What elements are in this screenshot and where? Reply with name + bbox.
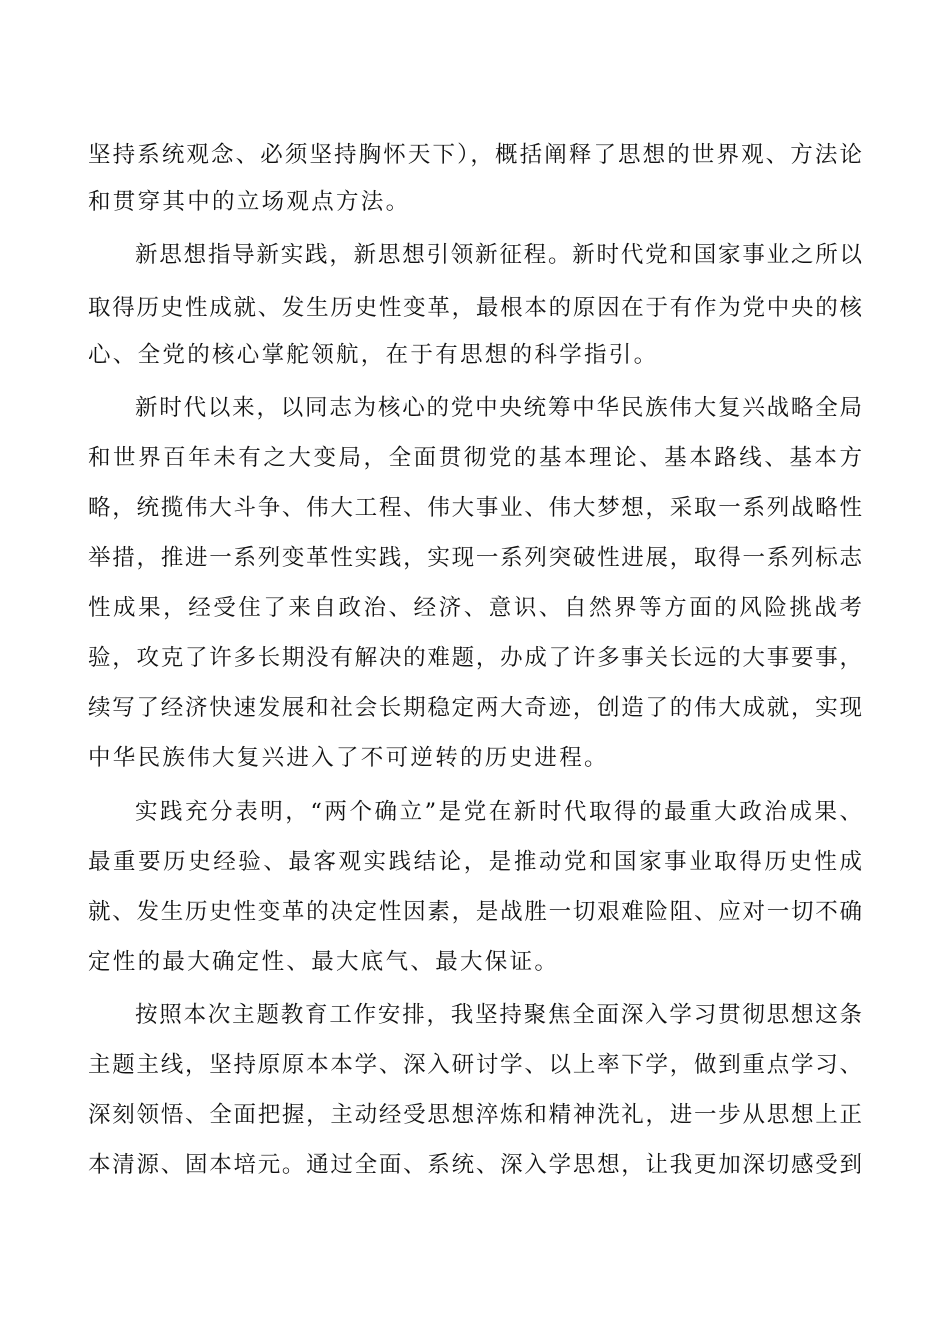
text-line: 和贯穿其中的立场观点方法。: [88, 189, 411, 215]
text-line: 取得历史性成就、发生历史性变革，最根本的原因在于有作为党中央的核: [88, 295, 862, 321]
text-line: 深刻领悟、全面把握，主动经受思想淬炼和精神洗礼，进一步从思想上正: [88, 1102, 862, 1128]
text-line: 就、发生历史性变革的决定性因素，是战胜一切艰难险阻、应对一切不确: [88, 899, 862, 925]
text-line: 略，统揽伟大斗争、伟大工程、伟大事业、伟大梦想，采取一系列战略性: [88, 495, 862, 521]
text-line: 最重要历史经验、最客观实践结论，是推动党和国家事业取得历史性成: [88, 849, 862, 875]
text-line: 坚持系统观念、必须坚持胸怀天下），概括阐释了思想的世界观、方法论: [88, 142, 862, 168]
text-line: 定性的最大确定性、最大底气、最大保证。: [88, 949, 560, 975]
text-line: 和世界百年未有之大变局，全面贯彻党的基本理论、基本路线、基本方: [88, 445, 862, 471]
paragraph-first-line: 新时代以来，以同志为核心的党中央统筹中华民族伟大复兴战略全局: [135, 395, 862, 421]
text-line: 中华民族伟大复兴进入了不可逆转的历史进程。: [88, 745, 609, 771]
paragraph-first-line: 按照本次主题教育工作安排，我坚持聚焦全面深入学习贯彻思想这条: [135, 1002, 862, 1028]
paragraph-first-line: 新思想指导新实践，新思想引领新征程。新时代党和国家事业之所以: [135, 242, 862, 268]
text-line: 验，攻克了许多长期没有解决的难题，办成了许多事关长远的大事要事，: [88, 645, 862, 671]
text-line: 续写了经济快速发展和社会长期稳定两大奇迹，创造了的伟大成就，实现: [88, 695, 862, 721]
text-line: 本清源、固本培元。通过全面、系统、深入学思想，让我更加深切感受到: [88, 1152, 862, 1178]
paragraph-first-line: 实践充分表明，“两个确立”是党在新时代取得的最重大政治成果、: [135, 799, 862, 825]
text-line: 主题主线，坚持原原本本学、深入研讨学、以上率下学，做到重点学习、: [88, 1052, 862, 1078]
text-line: 心、全党的核心掌舵领航，在于有思想的科学指引。: [88, 342, 659, 368]
text-line: 性成果，经受住了来自政治、经济、意识、自然界等方面的风险挑战考: [88, 595, 862, 621]
text-line: 举措，推进一系列变革性实践，实现一系列突破性进展，取得一系列标志: [88, 545, 862, 571]
